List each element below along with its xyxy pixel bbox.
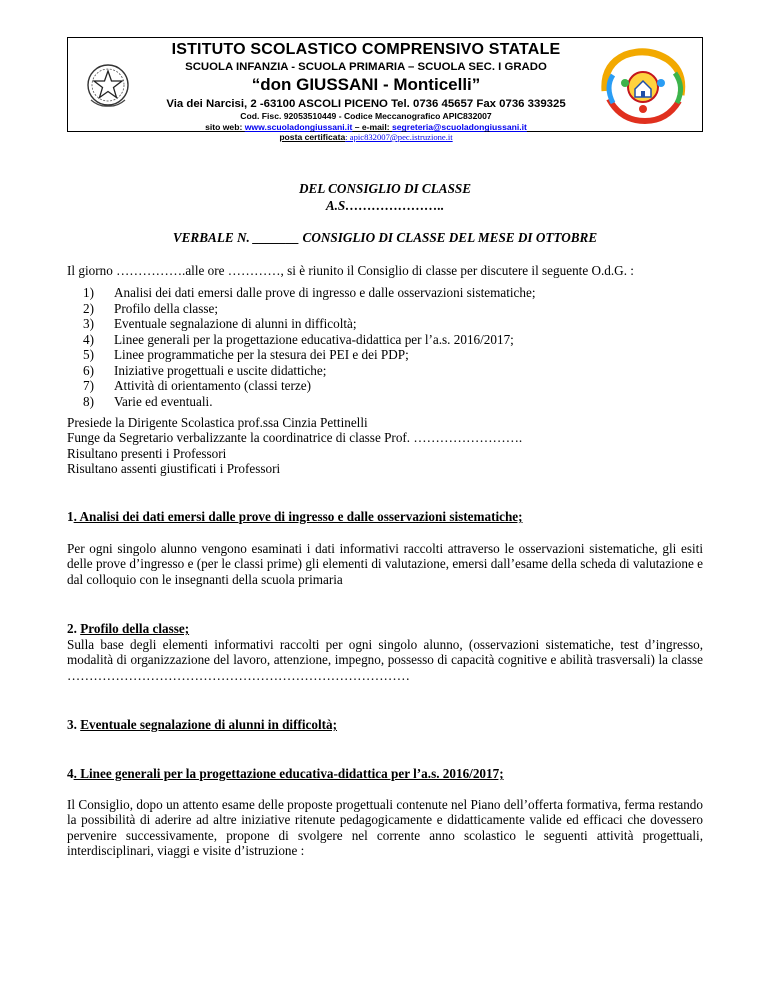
- council-title: DEL CONSIGLIO DI CLASSE: [298, 181, 472, 196]
- letterhead: [67, 37, 703, 142]
- agenda-item: [67, 285, 703, 301]
- pec-contact: [148, 132, 584, 142]
- minutes-prefix: VERBALE N.: [172, 230, 254, 245]
- agenda-item: [67, 301, 703, 317]
- star-emblem-icon: [85, 60, 131, 110]
- agenda-item: [67, 316, 703, 332]
- school-levels: SCUOLA INFANZIA - SCUOLA PRIMARIA – SCUOLA SEC. I GRADO: [185, 61, 547, 73]
- agenda-number: 2): [83, 300, 94, 316]
- agenda-text: Linee programmatiche per la stesura dei PEI e dei PDP;: [114, 347, 409, 362]
- agenda-text: Analisi dei dati emersi dalle prove di ingresso e dalle osservazioni sistematiche;: [114, 285, 536, 300]
- agenda-text: Varie ed eventuali.: [114, 393, 213, 409]
- agenda-text: Iniziative progettuali e uscite didattiche;: [114, 362, 327, 378]
- section-2-text: Sulla base degli elementi informativi raccolti per ogni singolo alunno, (osservazioni sistematiche, test d’ingresso, modalità di organizzazione del lavoro, attenzione, impegno, possesso di capacità cognitive e abilità trasversali) la classe ……………………………………………………………………: [67, 637, 703, 683]
- agenda-text: Attività di orientamento (classi terze): [114, 378, 312, 393]
- pec-label: posta certificata: [279, 132, 346, 142]
- section-2-number: 2.: [67, 621, 81, 636]
- agenda-text: Profilo della classe;: [114, 300, 219, 316]
- fiscal-code: Cod. Fisc. 92053510449 - Codice Meccanografico APIC832007: [240, 111, 492, 121]
- minutes-title: [67, 230, 703, 245]
- school-year: A.S…………………..: [325, 198, 445, 213]
- agenda-item: [67, 347, 703, 363]
- website-link[interactable]: www.scuoladongiussani.it: [244, 122, 353, 132]
- absent-line: Risultano assenti giustificati i Professori: [67, 461, 281, 477]
- email-link[interactable]: segreteria@scuoladongiussani.it: [391, 122, 527, 132]
- minutes-number-blank: _______: [253, 230, 300, 245]
- agenda-number: 5): [83, 347, 94, 362]
- email-label: – e-mail:: [352, 122, 392, 132]
- section-3-title: Eventuale segnalazione di alunni in difficoltà;: [80, 717, 338, 732]
- attendance: [67, 415, 703, 477]
- agenda-text: Linee generali per la progettazione educativa-didattica per l’a.s. 2016/2017;: [114, 331, 514, 347]
- section-4-text: Il Consiglio, dopo un attento esame delle proposte progettuali contenute nel Piano dell’offerta formativa, ferma restando la possibilità di aderire ad altre iniziative ritenute pedagogicamente e didatticamente valide ed efficaci che dovessero pervenire successivamente, propone di svolgere nel corrente anno scolastico le seguenti attività progettuali, interdisciplinari, viaggi e visite d’istruzione :: [67, 797, 703, 859]
- minutes-suffix: CONSIGLIO DI CLASSE DEL MESE DI OTTOBRE: [299, 230, 598, 245]
- school-logo: [584, 38, 702, 131]
- secretary-line: Funge da Segretario verbalizzante la coordinatrice di classe Prof. …………………….: [67, 430, 523, 446]
- section-1-text: Per ogni singolo alunno vengono esaminati i dati informativi raccolti attraverso le osservazioni sistematiche, gli esiti delle prove d’ingresso e (per le classi prime) gli elementi di valutazione, emersi dall’esame della scheda di valutazione e dal colloquio con le insegnanti della scuola primaria: [67, 541, 703, 587]
- agenda-number: 3): [83, 316, 94, 331]
- school-name: “don GIUSSANI - Monticelli”: [251, 75, 481, 94]
- section-4-heading: [67, 766, 703, 781]
- meeting-intro: Il giorno …………….alle ore …………, si è riunito il Consiglio di classe per discutere il seguente O.d.G. :: [67, 263, 634, 278]
- agenda-list: [67, 285, 703, 409]
- italian-republic-emblem: [68, 38, 148, 131]
- agenda-number: 1): [83, 285, 94, 300]
- section-4-number: 4: [67, 766, 74, 781]
- section-4-title: . Linee generali per la progettazione educativa-didattica per l’a.s. 2016/2017;: [73, 766, 504, 781]
- section-2-title: Profilo della classe;: [80, 621, 190, 636]
- section-1-heading: [67, 509, 703, 524]
- agenda-item: [67, 332, 703, 348]
- chair-line: Presiede la Dirigente Scolastica prof.ssa Cinzia Pettinelli: [67, 415, 368, 430]
- agenda-item: [67, 363, 703, 379]
- agenda-item: [67, 394, 703, 410]
- school-address: Via dei Narcisi, 2 -63100 ASCOLI PICENO Tel. 0736 45657 Fax 0736 339325: [166, 98, 566, 110]
- agenda-text: Eventuale segnalazione di alunni in difficoltà;: [114, 316, 357, 331]
- agenda-number: 7): [83, 378, 94, 393]
- letterhead-text: [148, 38, 584, 142]
- institute-name: ISTITUTO SCOLASTICO COMPRENSIVO STATALE: [171, 41, 561, 58]
- section-1-title: . Analisi dei dati emersi dalle prove di ingresso e dalle osservazioni sistematiche;: [73, 509, 523, 524]
- agenda-number: 4): [83, 331, 94, 347]
- agenda-number: 6): [83, 362, 94, 378]
- agenda-number: 8): [83, 393, 94, 409]
- school-logo-icon: [595, 43, 691, 127]
- section-3-number: 3.: [67, 717, 81, 732]
- section-2-heading: [67, 621, 703, 636]
- section-3-heading: [67, 717, 703, 732]
- web-contacts: [148, 122, 584, 132]
- pec-link[interactable]: : apic832007@pec.istruzione.it: [345, 132, 453, 142]
- agenda-item: [67, 378, 703, 394]
- section-1-number: 1: [67, 509, 74, 524]
- web-label: sito web:: [205, 122, 245, 132]
- present-line: Risultano presenti i Professori: [67, 445, 227, 461]
